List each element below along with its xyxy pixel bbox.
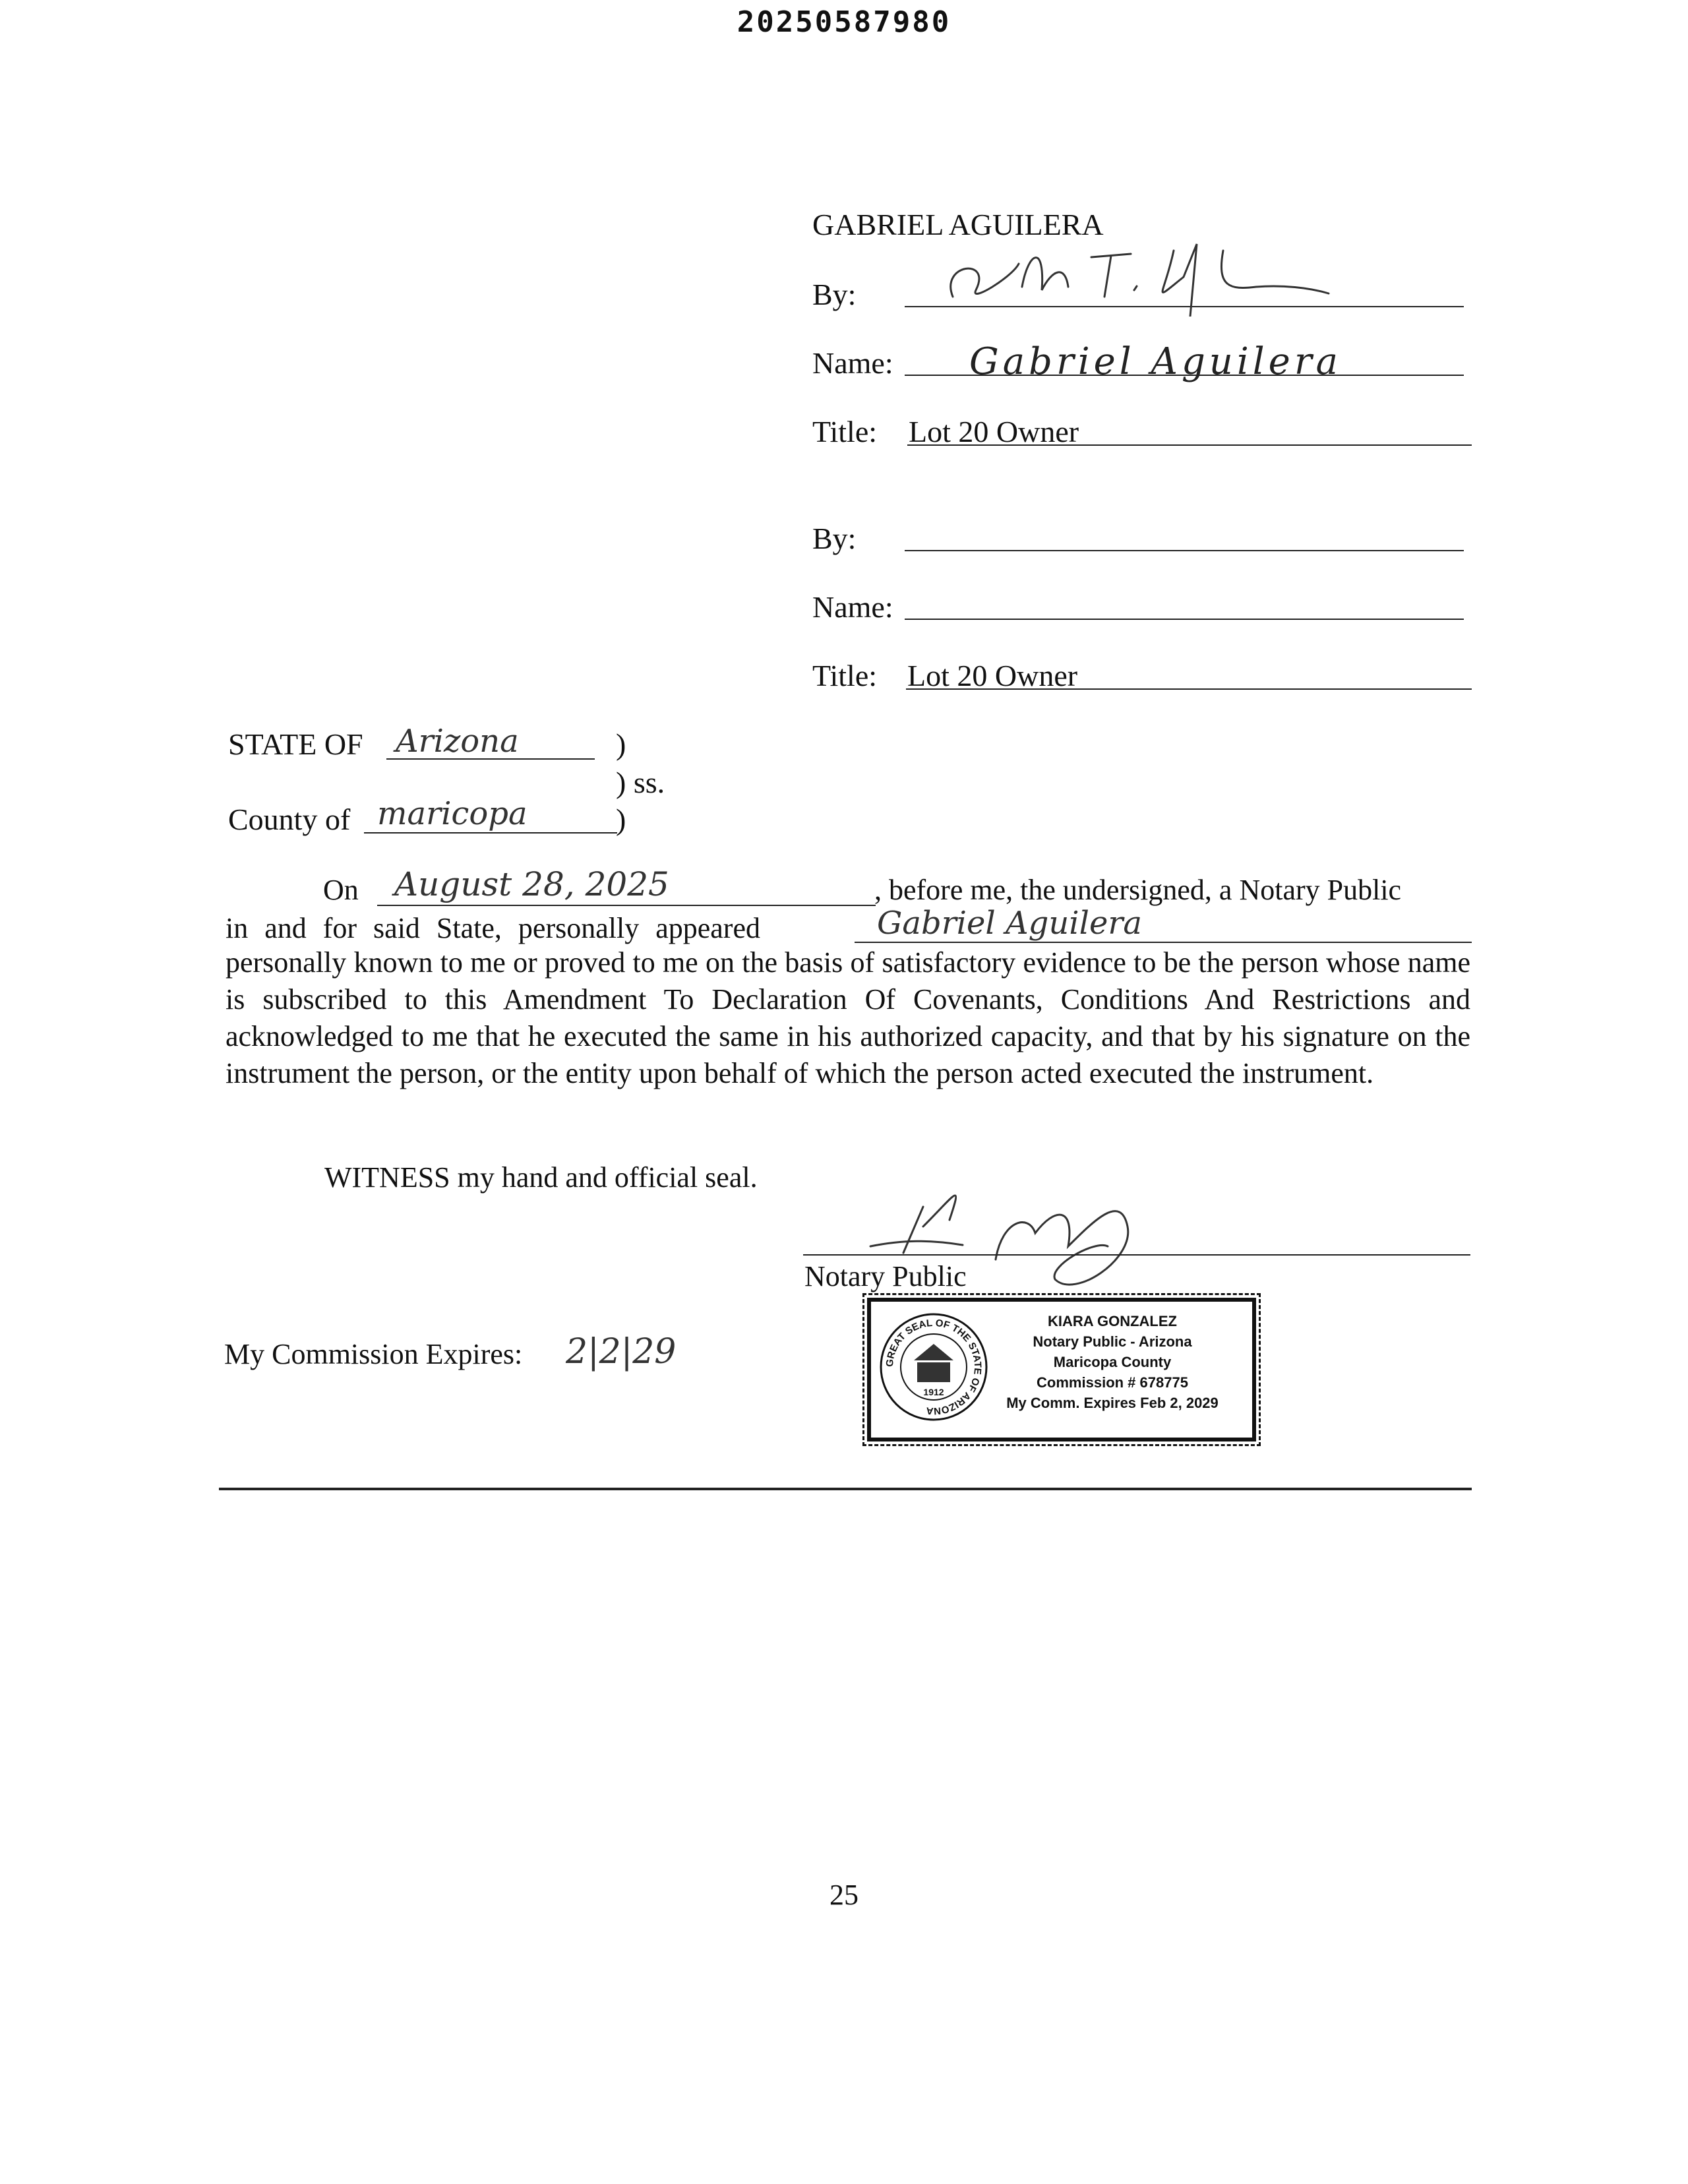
state-line [386, 758, 595, 760]
witness-text: WITNESS my hand and official seal. [324, 1161, 758, 1194]
by-line-2 [905, 550, 1464, 551]
page-number: 25 [829, 1879, 859, 1911]
commission-label: My Commission Expires: [224, 1338, 523, 1370]
notary-signature-line [803, 1254, 1470, 1256]
state-value: Arizona [396, 723, 519, 760]
owner-signature [913, 224, 1335, 320]
ack-date-line [377, 905, 876, 906]
name-line-2 [905, 619, 1464, 620]
state-label: STATE OF [228, 727, 363, 761]
commission-value: 2|2|29 [566, 1332, 677, 1372]
printed-name-handwritten: Gabriel Aguilera [969, 340, 1342, 383]
bottom-rule [219, 1488, 1472, 1490]
title-value-2: Lot 20 Owner [907, 659, 1078, 692]
ack-name-line [855, 942, 1472, 943]
ack-date: August 28, 2025 [394, 865, 669, 903]
stamp-county: Maricopa County [1053, 1354, 1172, 1370]
owner-name-heading: GABRIEL AGUILERA [812, 208, 1104, 241]
ack-line2-prefix: in and for said State, personally appeared [226, 912, 760, 944]
ack-line1-text: , before me, the undersigned, a Notary Public [874, 874, 1402, 906]
title-label-1: Title: [812, 415, 878, 448]
state-seal-icon [878, 1311, 990, 1423]
county-label: County of [228, 803, 351, 836]
name-label-1: Name: [812, 346, 893, 380]
by-label-2: By: [812, 522, 857, 555]
stamp-title: Notary Public - Arizona [1033, 1333, 1192, 1350]
county-value: maricopa [377, 795, 528, 832]
notary-public-label: Notary Public [804, 1260, 967, 1292]
county-line [364, 832, 617, 834]
title-label-2: Title: [812, 659, 878, 692]
document-number: 20250587980 [737, 5, 951, 39]
name-label-2: Name: [812, 590, 893, 624]
state-paren: ) [616, 727, 626, 761]
notary-stamp [867, 1298, 1256, 1441]
county-paren: ) [616, 803, 626, 836]
by-label-1: By: [812, 278, 857, 311]
ss-label: ) ss. [616, 766, 665, 799]
ack-body: personally known to me or proved to me on the basis of satisfactory evidence to be the person whose name is subscribed to this Amendment To Declaration Of Covenants, Conditions And Restrictions and acknowledged to me that he executed the same in his authorized capacity, and that by his signature on the instrument the person, or the entity upon behalf of which the person acted executed the instrument. [226, 946, 1470, 1089]
stamp-expires: My Comm. Expires Feb 2, 2029 [1006, 1395, 1219, 1411]
seal-year: 1912 [923, 1387, 944, 1397]
title-value-1: Lot 20 Owner [909, 415, 1079, 448]
stamp-commission: Commission # 678775 [1037, 1374, 1188, 1391]
seal-ring-text: GREAT SEAL OF THE STATE OF ARIZONA [884, 1317, 984, 1417]
title-line-1 [907, 444, 1472, 446]
title-line-2 [906, 688, 1472, 690]
stamp-name: KIARA GONZALEZ [1048, 1313, 1177, 1329]
ack-on: On [323, 874, 359, 906]
ack-appeared-name: Gabriel Aguilera [877, 905, 1142, 942]
